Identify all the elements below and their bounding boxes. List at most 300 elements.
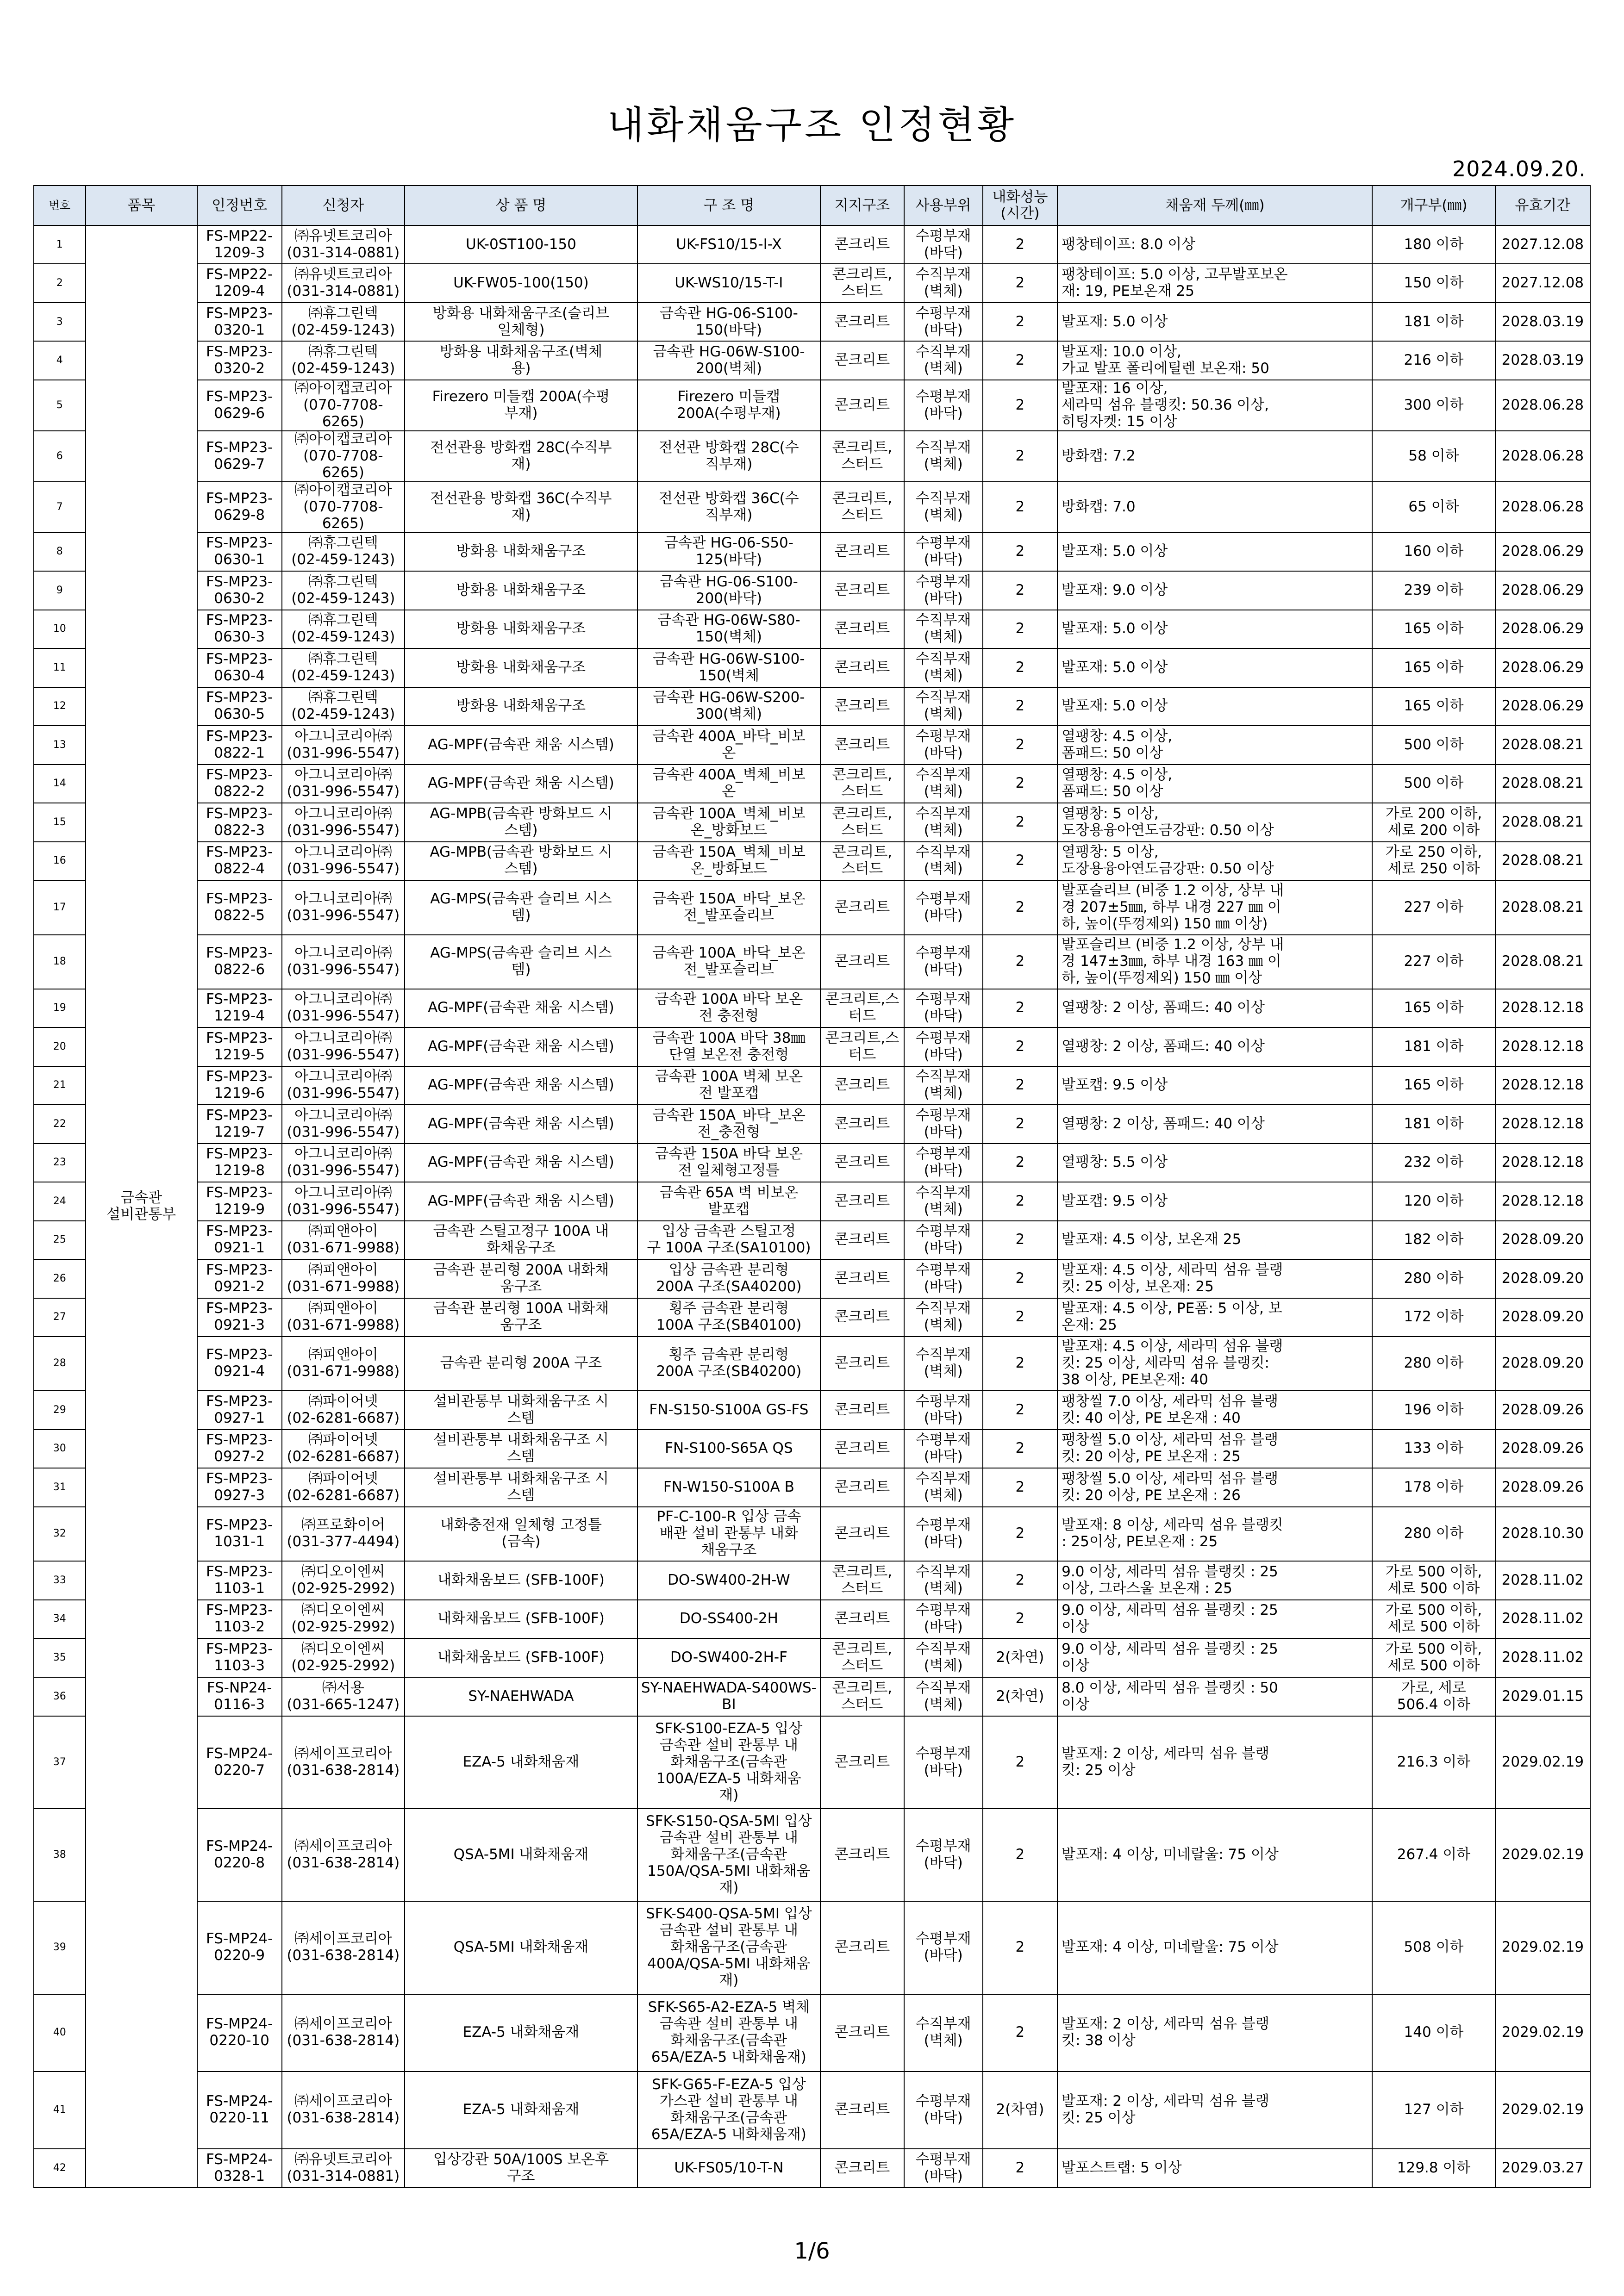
structure-name: 금속관 HG-06W-S100- 200(벽체) — [637, 341, 820, 380]
support-structure: 콘크리트 — [820, 1182, 904, 1221]
fire-rating: 2 — [983, 431, 1058, 482]
applicant: ㈜프로화이어 (031-377-4494) — [282, 1507, 405, 1561]
cert-number: FS-MP24- 0328-1 — [197, 2149, 282, 2188]
expiry-date: 2028.06.29 — [1495, 648, 1590, 687]
fire-rating: 2 — [983, 1066, 1058, 1105]
opening-size: 120 이하 — [1372, 1182, 1495, 1221]
cert-number: FS-MP23- 1103-1 — [197, 1561, 282, 1600]
product-name: 방화용 내화채움구조 — [405, 648, 637, 687]
cert-number: FS-MP23- 0629-8 — [197, 482, 282, 533]
applicant: ㈜휴그린텍 (02-459-1243) — [282, 648, 405, 687]
row-number: 27 — [34, 1298, 86, 1337]
fire-rating: 2(차염) — [983, 2072, 1058, 2149]
support-structure: 콘크리트 — [820, 2072, 904, 2149]
fire-rating: 2 — [983, 482, 1058, 533]
cert-number: FS-MP23- 0629-7 — [197, 431, 282, 482]
cert-number: FS-MP23- 1103-2 — [197, 1600, 282, 1638]
row-number: 2 — [34, 264, 86, 303]
opening-size: 216 이하 — [1372, 341, 1495, 380]
cert-number: FS-MP24- 0220-10 — [197, 1994, 282, 2072]
fill-thickness: 발포재: 2 이상, 세라믹 섬유 블랭 킷: 38 이상 — [1057, 1994, 1372, 2072]
applicant: ㈜세이프코리아 (031-638-2814) — [282, 1809, 405, 1901]
cert-number: FS-MP23- 0822-4 — [197, 842, 282, 880]
fire-rating: 2 — [983, 571, 1058, 610]
applicant: 아그니코리아㈜ (031-996-5547) — [282, 880, 405, 935]
row-number: 21 — [34, 1066, 86, 1105]
opening-size: 239 이하 — [1372, 571, 1495, 610]
usage-location: 수직부재 (벽체) — [904, 803, 983, 842]
fill-thickness: 발포재: 4.5 이상, 세라믹 섬유 블랭 킷: 25 이상, 보온재: 25 — [1057, 1259, 1372, 1298]
support-structure: 콘크리트 — [820, 2149, 904, 2188]
expiry-date: 2028.12.18 — [1495, 1182, 1590, 1221]
fill-thickness: 발포캡: 9.5 이상 — [1057, 1182, 1372, 1221]
applicant: 아그니코리아㈜ (031-996-5547) — [282, 803, 405, 842]
opening-size: 500 이하 — [1372, 765, 1495, 803]
table-row — [34, 1027, 1590, 1066]
support-structure: 콘크리트 — [820, 1066, 904, 1105]
support-structure: 콘크리트 — [820, 1901, 904, 1994]
usage-location: 수직부재 (벽체) — [904, 1638, 983, 1677]
fill-thickness: 열팽창: 5.5 이상 — [1057, 1144, 1372, 1182]
fill-thickness: 발포슬리브 (비중 1.2 이상, 상부 내 경 147±3㎜, 하부 내경 163 ㎜ 이 하, 높이(뚜껑제외) 150 ㎜ 이상 — [1057, 935, 1372, 989]
support-structure: 콘크리트 — [820, 1259, 904, 1298]
fill-thickness: 방화캡: 7.2 — [1057, 431, 1372, 482]
structure-name: 금속관 150A 바닥 보온 전 일체형고정틀 — [637, 1144, 820, 1182]
cert-number: FS-MP23- 0921-3 — [197, 1298, 282, 1337]
header-structure-name: 구 조 명 — [637, 186, 820, 225]
opening-size: 가로 500 이하, 세로 500 이하 — [1372, 1561, 1495, 1600]
usage-location: 수직부재 (벽체) — [904, 765, 983, 803]
applicant: 아그니코리아㈜ (031-996-5547) — [282, 1105, 405, 1144]
product-name: UK-0ST100-150 — [405, 225, 637, 264]
expiry-date: 2028.06.29 — [1495, 571, 1590, 610]
expiry-date: 2029.02.19 — [1495, 1809, 1590, 1901]
opening-size: 165 이하 — [1372, 610, 1495, 648]
structure-name: PF-C-100-R 입상 금속 배관 설비 관통부 내화 채움구조 — [637, 1507, 820, 1561]
fill-thickness: 발포재: 5.0 이상 — [1057, 610, 1372, 648]
row-number: 3 — [34, 303, 86, 341]
fill-thickness: 발포재: 5.0 이상 — [1057, 687, 1372, 726]
opening-size: 165 이하 — [1372, 989, 1495, 1027]
structure-name: DO-SW400-2H-F — [637, 1638, 820, 1677]
structure-name: 금속관 150A_바닥_보온 전_발포슬리브 — [637, 880, 820, 935]
fill-thickness: 열팽창: 4.5 이상, 폼패드: 50 이상 — [1057, 726, 1372, 765]
product-name: AG-MPF(금속관 채움 시스템) — [405, 1182, 637, 1221]
expiry-date: 2028.09.26 — [1495, 1468, 1590, 1507]
applicant: 아그니코리아㈜ (031-996-5547) — [282, 1144, 405, 1182]
support-structure: 콘크리트 — [820, 225, 904, 264]
cert-number: FS-MP23- 0822-6 — [197, 935, 282, 989]
cert-number: FS-MP23- 0630-3 — [197, 610, 282, 648]
row-number: 13 — [34, 726, 86, 765]
applicant: ㈜아이캡코리아 (070-7708-6265) — [282, 431, 405, 482]
expiry-date: 2029.02.19 — [1495, 2072, 1590, 2149]
applicant: ㈜피앤아이 (031-671-9988) — [282, 1259, 405, 1298]
fire-rating: 2 — [983, 1027, 1058, 1066]
opening-size: 500 이하 — [1372, 726, 1495, 765]
table-row — [34, 989, 1590, 1027]
fire-rating: 2 — [983, 1561, 1058, 1600]
support-structure: 콘크리트, 스터드 — [820, 264, 904, 303]
structure-name: 금속관 100A 벽체 보온 전 발포캡 — [637, 1066, 820, 1105]
fire-rating: 2 — [983, 989, 1058, 1027]
usage-location: 수직부재 (벽체) — [904, 1337, 983, 1391]
opening-size: 가로 500 이하, 세로 500 이하 — [1372, 1638, 1495, 1677]
expiry-date: 2027.12.08 — [1495, 264, 1590, 303]
opening-size: 58 이하 — [1372, 431, 1495, 482]
product-name: 내화채움보드 (SFB-100F) — [405, 1600, 637, 1638]
cert-number: FS-MP23- 1219-8 — [197, 1144, 282, 1182]
structure-name: 횡주 금속관 분리형 200A 구조(SB40200) — [637, 1337, 820, 1391]
support-structure: 콘크리트 — [820, 1298, 904, 1337]
fire-rating: 2 — [983, 610, 1058, 648]
table-row — [34, 1561, 1590, 1600]
applicant: ㈜피앤아이 (031-671-9988) — [282, 1337, 405, 1391]
support-structure: 콘크리트 — [820, 571, 904, 610]
structure-name: DO-SS400-2H — [637, 1600, 820, 1638]
fill-thickness: 열팽창: 5 이상, 도장용융아연도금강판: 0.50 이상 — [1057, 803, 1372, 842]
product-name: AG-MPF(금속관 채움 시스템) — [405, 765, 637, 803]
expiry-date: 2028.09.20 — [1495, 1298, 1590, 1337]
fill-thickness: 열팽창: 4.5 이상, 폼패드: 50 이상 — [1057, 765, 1372, 803]
page-number: 1/6 — [794, 2238, 830, 2264]
opening-size: 165 이하 — [1372, 1066, 1495, 1105]
opening-size: 150 이하 — [1372, 264, 1495, 303]
structure-name: 금속관 65A 벽 비보온 발포캡 — [637, 1182, 820, 1221]
fill-thickness: 열팽창: 5 이상, 도장용융아연도금강판: 0.50 이상 — [1057, 842, 1372, 880]
product-name: AG-MPF(금속관 채움 시스템) — [405, 1066, 637, 1105]
usage-location: 수평부재 (바닥) — [904, 1221, 983, 1259]
support-structure: 콘크리트,스 터드 — [820, 989, 904, 1027]
fire-rating: 2 — [983, 2149, 1058, 2188]
expiry-date: 2029.03.27 — [1495, 2149, 1590, 2188]
structure-name: 횡주 금속관 분리형 100A 구조(SB40100) — [637, 1298, 820, 1337]
opening-size: 232 이하 — [1372, 1144, 1495, 1182]
cert-number: FS-MP23- 0927-3 — [197, 1468, 282, 1507]
fire-rating: 2 — [983, 842, 1058, 880]
product-name: 설비관통부 내화채움구조 시 스템 — [405, 1391, 637, 1430]
table-row — [34, 610, 1590, 648]
fire-rating: 2 — [983, 1391, 1058, 1430]
opening-size: 172 이하 — [1372, 1298, 1495, 1337]
support-structure: 콘크리트 — [820, 648, 904, 687]
structure-name: 금속관 HG-06-S50- 125(바닥) — [637, 533, 820, 571]
fire-rating: 2 — [983, 1430, 1058, 1468]
product-name: AG-MPB(금속관 방화보드 시 스템) — [405, 803, 637, 842]
support-structure: 콘크리트 — [820, 1994, 904, 2072]
table-row — [34, 880, 1590, 935]
structure-name: FN-W150-S100A B — [637, 1468, 820, 1507]
fill-thickness: 발포재: 2 이상, 세라믹 섬유 블랭 킷: 25 이상 — [1057, 2072, 1372, 2149]
usage-location: 수평부재 (바닥) — [904, 2072, 983, 2149]
opening-size: 133 이하 — [1372, 1430, 1495, 1468]
fill-thickness: 발포재: 9.0 이상 — [1057, 571, 1372, 610]
usage-location: 수평부재 (바닥) — [904, 1144, 983, 1182]
row-number: 19 — [34, 989, 86, 1027]
opening-size: 178 이하 — [1372, 1468, 1495, 1507]
table-row — [34, 533, 1590, 571]
expiry-date: 2029.02.19 — [1495, 1716, 1590, 1809]
fill-thickness: 팽창테이프: 8.0 이상 — [1057, 225, 1372, 264]
cert-number: FS-MP23- 0630-1 — [197, 533, 282, 571]
table-row — [34, 341, 1590, 380]
expiry-date: 2028.08.21 — [1495, 765, 1590, 803]
fire-rating: 2 — [983, 264, 1058, 303]
fill-thickness: 열팽창: 2 이상, 폼패드: 40 이상 — [1057, 1027, 1372, 1066]
opening-size: 196 이하 — [1372, 1391, 1495, 1430]
fill-thickness: 발포재: 4 이상, 미네랄울: 75 이상 — [1057, 1809, 1372, 1901]
cert-number: FS-MP23- 0630-4 — [197, 648, 282, 687]
table-row — [34, 1901, 1590, 1994]
structure-name: 금속관 HG-06W-S80- 150(벽체) — [637, 610, 820, 648]
structure-name: 금속관 100A_바닥_보온 전_발포슬리브 — [637, 935, 820, 989]
applicant: ㈜파이어넷 (02-6281-6687) — [282, 1468, 405, 1507]
usage-location: 수직부재 (벽체) — [904, 1561, 983, 1600]
usage-location: 수평부재 (바닥) — [904, 880, 983, 935]
product-name: AG-MPF(금속관 채움 시스템) — [405, 1105, 637, 1144]
header-thickness: 채움재 두께(㎜) — [1057, 186, 1372, 225]
product-name: QSA-5MI 내화채움재 — [405, 1901, 637, 1994]
structure-name: 금속관 HG-06-S100- 150(바닥) — [637, 303, 820, 341]
opening-size: 129.8 이하 — [1372, 2149, 1495, 2188]
expiry-date: 2028.11.02 — [1495, 1600, 1590, 1638]
support-structure: 콘크리트 — [820, 1337, 904, 1391]
opening-size: 165 이하 — [1372, 648, 1495, 687]
expiry-date: 2028.06.29 — [1495, 687, 1590, 726]
fire-rating: 2 — [983, 1468, 1058, 1507]
product-name: 금속관 분리형 100A 내화채 움구조 — [405, 1298, 637, 1337]
fire-rating: 2 — [983, 1994, 1058, 2072]
expiry-date: 2028.12.18 — [1495, 989, 1590, 1027]
fire-rating: 2 — [983, 1901, 1058, 1994]
support-structure: 콘크리트 — [820, 341, 904, 380]
fire-rating: 2 — [983, 380, 1058, 431]
applicant: ㈜파이어넷 (02-6281-6687) — [282, 1391, 405, 1430]
usage-location: 수평부재 (바닥) — [904, 571, 983, 610]
applicant: ㈜디오이엔씨 (02-925-2992) — [282, 1561, 405, 1600]
support-structure: 콘크리트 — [820, 1809, 904, 1901]
product-name: EZA-5 내화채움재 — [405, 1994, 637, 2072]
applicant: 아그니코리아㈜ (031-996-5547) — [282, 1027, 405, 1066]
support-structure: 콘크리트 — [820, 380, 904, 431]
fill-thickness: 발포슬리브 (비중 1.2 이상, 상부 내 경 207±5㎜, 하부 내경 227 ㎜ 이 하, 높이(뚜껑제외) 150 ㎜ 이상) — [1057, 880, 1372, 935]
applicant: ㈜세이프코리아 (031-638-2814) — [282, 1994, 405, 2072]
opening-size: 가로 250 이하, 세로 250 이하 — [1372, 842, 1495, 880]
fill-thickness: 발포재: 5.0 이상 — [1057, 303, 1372, 341]
structure-name: SFK-S400-QSA-5MI 입상 금속관 설비 관통부 내 화채움구조(금속관 400A/QSA-5MI 내화채움 재) — [637, 1901, 820, 1994]
row-number: 11 — [34, 648, 86, 687]
applicant: 아그니코리아㈜ (031-996-5547) — [282, 726, 405, 765]
structure-name: SFK-G65-F-EZA-5 입상 가스관 설비 관통부 내 화채움구조(금속관 65A/EZA-5 내화채움재) — [637, 2072, 820, 2149]
table-row — [34, 803, 1590, 842]
usage-location: 수평부재 (바닥) — [904, 726, 983, 765]
table-row — [34, 648, 1590, 687]
cert-number: FS-MP23- 0822-5 — [197, 880, 282, 935]
applicant: 아그니코리아㈜ (031-996-5547) — [282, 989, 405, 1027]
expiry-date: 2028.12.18 — [1495, 1066, 1590, 1105]
applicant: 아그니코리아㈜ (031-996-5547) — [282, 935, 405, 989]
row-number: 1 — [34, 225, 86, 264]
row-number: 28 — [34, 1337, 86, 1391]
product-name: 입상강관 50A/100S 보온후 구조 — [405, 2149, 637, 2188]
usage-location: 수직부재 (벽체) — [904, 1677, 983, 1716]
product-name: AG-MPF(금속관 채움 시스템) — [405, 989, 637, 1027]
fire-rating: 2 — [983, 1105, 1058, 1144]
fire-rating: 2 — [983, 1259, 1058, 1298]
expiry-date: 2028.06.28 — [1495, 431, 1590, 482]
fire-rating: 2 — [983, 687, 1058, 726]
product-name: 설비관통부 내화채움구조 시 스템 — [405, 1468, 637, 1507]
row-number: 41 — [34, 2072, 86, 2149]
fire-rating: 2 — [983, 726, 1058, 765]
opening-size: 가로 500 이하, 세로 500 이하 — [1372, 1600, 1495, 1638]
row-number: 35 — [34, 1638, 86, 1677]
expiry-date: 2027.12.08 — [1495, 225, 1590, 264]
row-number: 23 — [34, 1144, 86, 1182]
cert-number: FS-MP24- 0220-7 — [197, 1716, 282, 1809]
support-structure: 콘크리트 — [820, 880, 904, 935]
fill-thickness: 팽창테이프: 5.0 이상, 고무발포보온 재: 19, PE보온재 25 — [1057, 264, 1372, 303]
usage-location: 수평부재 (바닥) — [904, 935, 983, 989]
expiry-date: 2028.08.21 — [1495, 935, 1590, 989]
cert-number: FS-MP23- 0822-2 — [197, 765, 282, 803]
fill-thickness: 발포캡: 9.5 이상 — [1057, 1066, 1372, 1105]
expiry-date: 2028.03.19 — [1495, 303, 1590, 341]
table-row — [34, 726, 1590, 765]
cert-number: FS-MP24- 0220-11 — [197, 2072, 282, 2149]
applicant: ㈜세이프코리아 (031-638-2814) — [282, 2072, 405, 2149]
fill-thickness: 9.0 이상, 세라믹 섬유 블랭킷 : 25 이상 — [1057, 1600, 1372, 1638]
expiry-date: 2028.11.02 — [1495, 1638, 1590, 1677]
usage-location: 수평부재 (바닥) — [904, 225, 983, 264]
product-name: 방화용 내화채움구조 — [405, 610, 637, 648]
fire-rating: 2 — [983, 1809, 1058, 1901]
table-row — [34, 2149, 1590, 2188]
row-number: 37 — [34, 1716, 86, 1809]
fire-rating: 2 — [983, 303, 1058, 341]
row-number: 25 — [34, 1221, 86, 1259]
structure-name: 금속관 400A_벽체_비보 온 — [637, 765, 820, 803]
row-number: 4 — [34, 341, 86, 380]
support-structure: 콘크리트 — [820, 1507, 904, 1561]
support-structure: 콘크리트 — [820, 1600, 904, 1638]
fill-thickness: 열팽창: 2 이상, 폼패드: 40 이상 — [1057, 1105, 1372, 1144]
structure-name: Firezero 미들캡 200A(수평부재) — [637, 380, 820, 431]
header-fire-rating: 내화성능 (시간) — [983, 186, 1058, 225]
fill-thickness: 발포재: 16 이상, 세라믹 섬유 블랭킷: 50.36 이상, 히팅자켓: 15 이상 — [1057, 380, 1372, 431]
support-structure: 콘크리트 — [820, 687, 904, 726]
fill-thickness: 열팽창: 2 이상, 폼패드: 40 이상 — [1057, 989, 1372, 1027]
expiry-date: 2028.06.28 — [1495, 380, 1590, 431]
opening-size: 182 이하 — [1372, 1221, 1495, 1259]
opening-size: 127 이하 — [1372, 2072, 1495, 2149]
applicant: ㈜휴그린텍 (02-459-1243) — [282, 533, 405, 571]
expiry-date: 2028.10.30 — [1495, 1507, 1590, 1561]
applicant: ㈜휴그린텍 (02-459-1243) — [282, 341, 405, 380]
product-name: 금속관 스틸고정구 100A 내 화채움구조 — [405, 1221, 637, 1259]
fill-thickness: 9.0 이상, 세라믹 섬유 블랭킷 : 25 이상, 그라스울 보온재 : 25 — [1057, 1561, 1372, 1600]
structure-name: UK-FS10/15-I-X — [637, 225, 820, 264]
opening-size: 280 이하 — [1372, 1259, 1495, 1298]
row-number: 30 — [34, 1430, 86, 1468]
fire-rating: 2 — [983, 1716, 1058, 1809]
header-applicant: 신청자 — [282, 186, 405, 225]
product-name: AG-MPS(금속관 슬리브 시스 템) — [405, 880, 637, 935]
fire-rating: 2 — [983, 1298, 1058, 1337]
product-name: AG-MPB(금속관 방화보드 시 스템) — [405, 842, 637, 880]
table-row — [34, 571, 1590, 610]
cert-number: FS-MP24- 0220-8 — [197, 1809, 282, 1901]
fill-thickness: 팽창씰 5.0 이상, 세라믹 섬유 블랭 킷: 20 이상, PE 보온재 : 26 — [1057, 1468, 1372, 1507]
fill-thickness: 발포재: 5.0 이상 — [1057, 648, 1372, 687]
usage-location: 수직부재 (벽체) — [904, 431, 983, 482]
product-name: 방화용 내화채움구조(벽체 용) — [405, 341, 637, 380]
structure-name: SFK-S150-QSA-5MI 입상 금속관 설비 관통부 내 화채움구조(금속관 150A/QSA-5MI 내화채움 재) — [637, 1809, 820, 1901]
fill-thickness: 발포재: 4.5 이상, PE폼: 5 이상, 보 온재: 25 — [1057, 1298, 1372, 1337]
support-structure: 콘크리트 — [820, 1221, 904, 1259]
expiry-date: 2028.12.18 — [1495, 1027, 1590, 1066]
opening-size: 140 이하 — [1372, 1994, 1495, 2072]
usage-location: 수평부재 (바닥) — [904, 1391, 983, 1430]
table-row — [34, 1507, 1590, 1561]
row-number: 29 — [34, 1391, 86, 1430]
applicant: ㈜유넷트코리아 (031-314-0881) — [282, 264, 405, 303]
row-number: 14 — [34, 765, 86, 803]
support-structure: 콘크리트 — [820, 1430, 904, 1468]
table-row — [34, 431, 1590, 482]
usage-location: 수평부재 (바닥) — [904, 1105, 983, 1144]
support-structure: 콘크리트, 스터드 — [820, 1561, 904, 1600]
expiry-date: 2028.08.21 — [1495, 880, 1590, 935]
applicant: 아그니코리아㈜ (031-996-5547) — [282, 765, 405, 803]
table-row — [34, 1994, 1590, 2072]
fire-rating: 2 — [983, 803, 1058, 842]
applicant: ㈜세이프코리아 (031-638-2814) — [282, 1716, 405, 1809]
usage-location: 수직부재 (벽체) — [904, 1298, 983, 1337]
applicant: ㈜파이어넷 (02-6281-6687) — [282, 1430, 405, 1468]
table-row — [34, 1600, 1590, 1638]
product-name: 방화용 내화채움구조(슬리브 일체형) — [405, 303, 637, 341]
applicant: ㈜휴그린텍 (02-459-1243) — [282, 687, 405, 726]
table-row — [34, 1182, 1590, 1221]
table-row — [34, 1638, 1590, 1677]
usage-location: 수직부재 (벽체) — [904, 648, 983, 687]
fill-thickness: 발포재: 4.5 이상, 보온재 25 — [1057, 1221, 1372, 1259]
table-row — [34, 687, 1590, 726]
header-no: 번호 — [34, 186, 86, 225]
fire-rating: 2 — [983, 1507, 1058, 1561]
usage-location: 수직부재 (벽체) — [904, 610, 983, 648]
table-row — [34, 482, 1590, 533]
header-location: 사용부위 — [904, 186, 983, 225]
fire-rating: 2(차연) — [983, 1677, 1058, 1716]
row-number: 36 — [34, 1677, 86, 1716]
table-row — [34, 1716, 1590, 1809]
structure-name: UK-WS10/15-T-I — [637, 264, 820, 303]
applicant: ㈜세이프코리아 (031-638-2814) — [282, 1901, 405, 1994]
applicant: 아그니코리아㈜ (031-996-5547) — [282, 1066, 405, 1105]
cert-number: FS-MP23- 1219-5 — [197, 1027, 282, 1066]
applicant: ㈜디오이엔씨 (02-925-2992) — [282, 1600, 405, 1638]
table-row — [34, 264, 1590, 303]
usage-location: 수직부재 (벽체) — [904, 1066, 983, 1105]
row-number: 33 — [34, 1561, 86, 1600]
support-structure: 콘크리트,스 터드 — [820, 1027, 904, 1066]
structure-name: 금속관 HG-06W-S200- 300(벽체) — [637, 687, 820, 726]
row-number: 12 — [34, 687, 86, 726]
opening-size: 180 이하 — [1372, 225, 1495, 264]
fire-rating: 2 — [983, 533, 1058, 571]
